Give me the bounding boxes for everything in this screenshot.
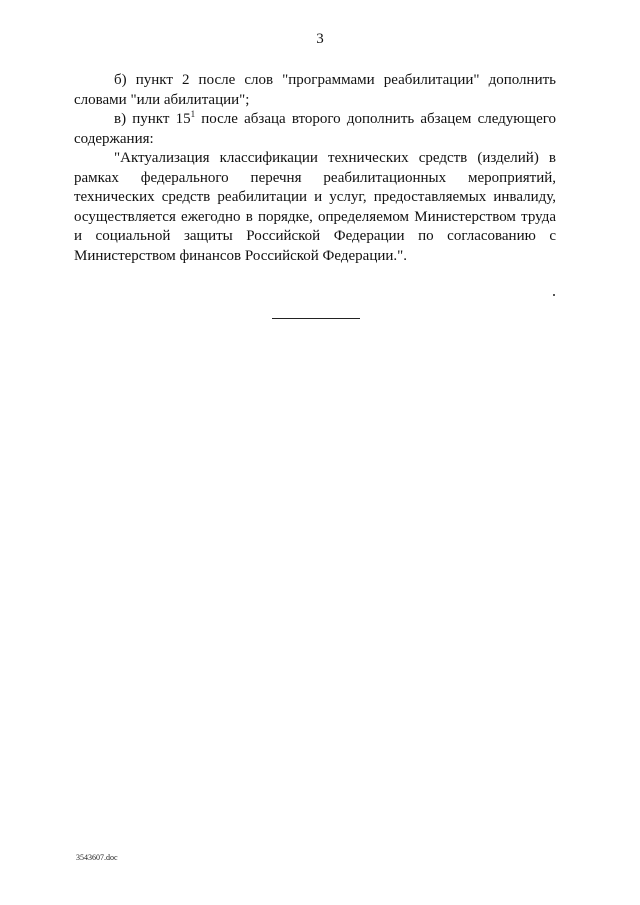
paragraph-v-start: в) пункт 15 [114, 111, 191, 127]
quoted-amendment-paragraph: "Актуализация классификации технических средств (изделий) в рамках федерального перечня реабилитационных мероприятий, технических средств реабилитации и услуг, предоставляемых инвалиду, осуществляется ежегодно в порядке, определяемом Министерством труда и социальной защиты Российской Федерации по согласованию с Министерством финансов Российской Федерации.". [74, 150, 556, 264]
document-body [74, 71, 556, 266]
stray-mark [553, 294, 555, 296]
file-code: 3543607.doc [76, 853, 118, 862]
page-number: 3 [316, 31, 324, 47]
paragraph-v-superscript: 1 [190, 109, 196, 119]
end-separator-line [272, 318, 360, 319]
paragraph-b: б) пункт 2 после слов "программами реабилитации" дополнить словами "или абилитации"; [74, 72, 556, 108]
paragraph-v [74, 110, 556, 149]
paragraph-v-end: после абзаца второго дополнить абзацем следующего содержания: [74, 111, 556, 147]
